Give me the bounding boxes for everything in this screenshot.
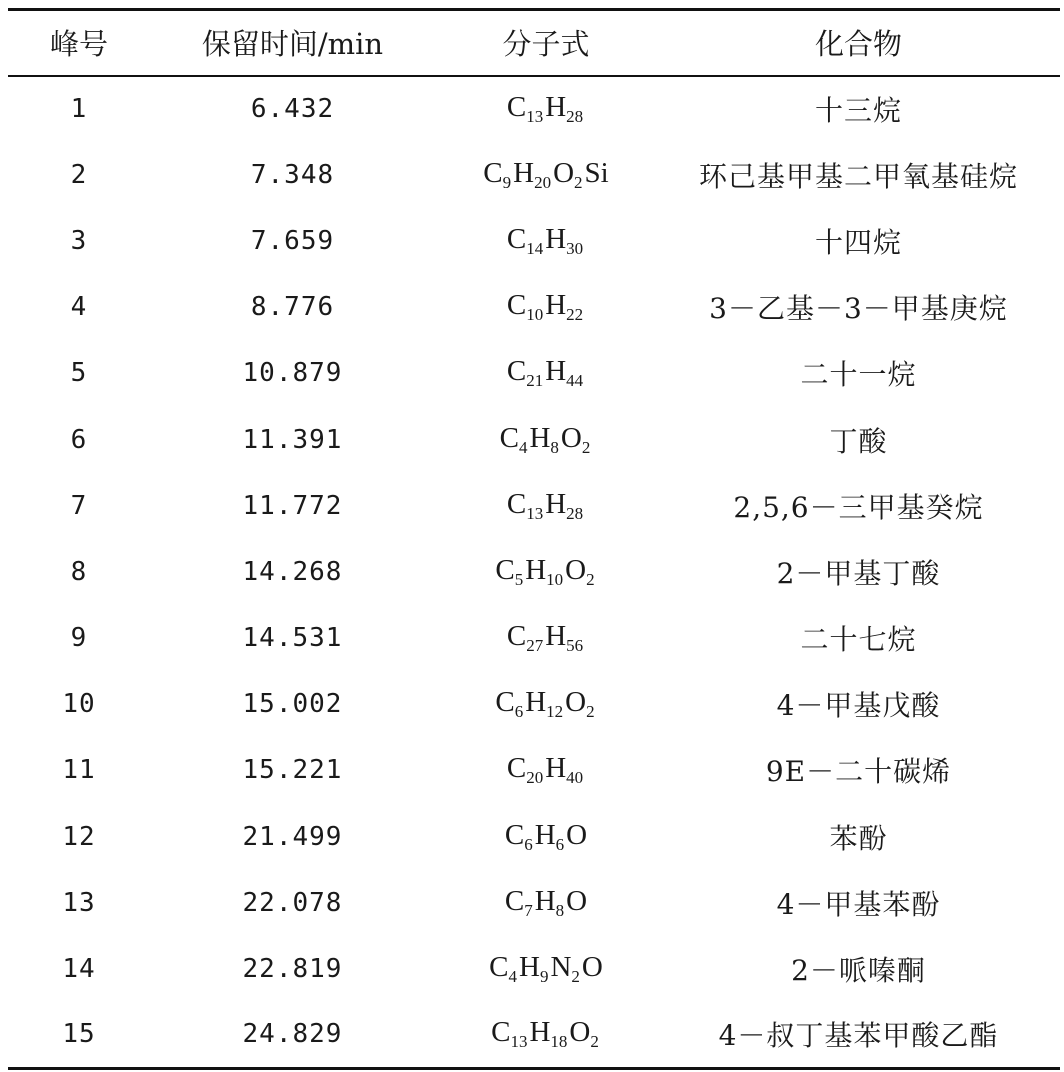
cell-formula [435, 406, 657, 472]
table-row [8, 142, 1060, 208]
cell-peak: 14 [62, 954, 96, 985]
formula-subscript: 7 [524, 900, 533, 920]
cell-retention-time: 22.819 [242, 954, 343, 985]
formula-subscript: 2 [586, 569, 595, 589]
cell-formula [435, 671, 657, 737]
formula-subscript: 13 [526, 107, 544, 127]
cell-peak: 5 [70, 358, 88, 389]
formula-element: H [545, 620, 567, 653]
cell-formula [435, 208, 657, 274]
formula-element: O [560, 421, 582, 454]
formula-element: O [565, 686, 587, 719]
cell-compound: 十四烷 [814, 225, 902, 259]
cell-retention-time: 22.078 [242, 887, 343, 918]
table-row [8, 737, 1060, 803]
formula-element: H [525, 686, 547, 719]
formula-subscript: 20 [534, 172, 552, 192]
formula-subscript: 10 [526, 305, 544, 325]
header-formula: 分子式 [435, 10, 657, 76]
cell-peak: 15 [8, 1002, 150, 1068]
formula-element: C [499, 421, 519, 454]
cell-retention-time: 14.531 [242, 623, 343, 654]
formula-subscript: 22 [566, 305, 584, 325]
cell-peak: 10 [62, 689, 96, 720]
cell-formula [435, 473, 657, 539]
formula-element: H [534, 818, 556, 851]
cell-peak: 6 [70, 424, 88, 455]
formula-subscript: 4 [518, 437, 528, 457]
cell-formula [435, 340, 657, 406]
header-row [8, 10, 1060, 76]
cell-formula [435, 142, 657, 208]
formula-element: C [491, 1016, 511, 1049]
table-row [8, 473, 1060, 539]
formula-subscript: 10 [546, 569, 564, 589]
cell-formula [435, 605, 657, 671]
cell-compound: 环己基甲基二甲氧基硅烷 [698, 159, 1018, 193]
formula-subscript: 9 [502, 172, 512, 192]
formula-element: H [545, 355, 567, 388]
formula-element: C [504, 818, 525, 851]
formula-element: H [513, 156, 535, 189]
formula-element: O [553, 156, 575, 189]
cell-retention-time: 15.221 [242, 755, 343, 786]
formula-element: H [525, 553, 547, 586]
cell-compound: 9E－二十碳烯 [765, 755, 952, 789]
formula-subscript: 6 [555, 834, 565, 854]
cell-formula [435, 539, 657, 605]
formula-subscript: 4 [508, 967, 517, 987]
formula-subscript: 2 [581, 437, 591, 457]
formula-element: C [495, 553, 515, 586]
cell-peak: 3 [70, 225, 88, 256]
cell-formula [435, 274, 657, 340]
table-header [8, 10, 1060, 76]
formula-element: H [534, 884, 556, 917]
formula-element: H [545, 222, 567, 255]
table-row [8, 406, 1060, 472]
formula-subscript: 21 [526, 371, 544, 391]
formula-element: H [545, 487, 567, 520]
formula-subscript: 27 [526, 636, 544, 656]
formula-element: N [550, 951, 572, 984]
cell-compound: 苯酚 [829, 821, 888, 855]
cell-retention-time: 8.776 [250, 292, 335, 323]
formula-subscript: 5 [514, 569, 524, 589]
formula-subscript: 20 [526, 768, 544, 788]
cell-formula [435, 76, 657, 142]
formula-subscript: 6 [514, 702, 524, 722]
table-body [8, 76, 1060, 1069]
cell-compound: 2－哌嗪酮 [791, 954, 926, 988]
cell-peak: 12 [62, 821, 96, 852]
formula-subscript: 2 [590, 1032, 599, 1052]
formula-element: C [495, 686, 515, 719]
cell-retention-time: 14.268 [242, 556, 343, 587]
cell-compound: 二十七烷 [800, 623, 917, 657]
compound-table-container [8, 8, 1060, 1070]
formula-element: O [581, 951, 603, 984]
cell-peak: 9 [70, 623, 88, 654]
header-peak: 峰号 [8, 10, 150, 76]
compound-table [8, 8, 1060, 1070]
formula-element: H [545, 91, 567, 124]
formula-subscript: 13 [526, 503, 544, 523]
table-row [8, 671, 1060, 737]
formula-element: H [518, 951, 540, 984]
formula-element: C [506, 487, 527, 520]
header-retention-time: 保留时间/min [150, 10, 435, 76]
cell-retention-time: 7.659 [250, 225, 335, 256]
formula-subscript: 8 [550, 437, 559, 457]
cell-peak: 1 [70, 94, 88, 125]
cell-compound: 4－甲基苯酚 [776, 887, 941, 921]
formula-element: Si [584, 156, 609, 189]
formula-subscript: 14 [526, 238, 544, 258]
table-row [8, 804, 1060, 870]
formula-subscript: 13 [510, 1032, 528, 1052]
formula-subscript: 2 [574, 172, 583, 192]
formula-subscript: 56 [566, 636, 584, 656]
formula-element: C [483, 156, 503, 189]
formula-element: C [506, 620, 527, 653]
formula-element: O [565, 553, 587, 586]
formula-element: C [489, 951, 509, 984]
cell-compound: 十三烷 [814, 94, 902, 128]
table-row [8, 936, 1060, 1002]
formula-subscript: 28 [566, 503, 584, 523]
cell-formula [435, 870, 657, 936]
formula-element: H [529, 1016, 551, 1049]
formula-subscript: 2 [586, 702, 595, 722]
cell-retention-time: 15.002 [242, 689, 343, 720]
cell-peak: 2 [70, 159, 88, 190]
table-row [8, 208, 1060, 274]
formula-subscript: 44 [566, 371, 584, 391]
cell-retention-time: 11.391 [242, 424, 343, 455]
cell-compound: 丁酸 [829, 424, 888, 458]
cell-peak: 7 [70, 490, 88, 521]
cell-formula [435, 737, 657, 803]
cell-retention-time: 21.499 [242, 821, 343, 852]
formula-subscript: 28 [566, 107, 584, 127]
formula-subscript: 2 [571, 967, 580, 987]
formula-subscript: 18 [550, 1032, 568, 1052]
formula-element: C [506, 355, 527, 388]
formula-element: C [506, 752, 527, 785]
formula-subscript: 8 [555, 900, 565, 920]
cell-peak: 13 [62, 887, 96, 918]
cell-retention-time: 11.772 [242, 490, 343, 521]
cell-peak: 8 [70, 556, 88, 587]
cell-retention-time: 7.348 [250, 159, 335, 190]
table-row [8, 340, 1060, 406]
cell-peak: 4 [70, 292, 88, 323]
header-compound: 化合物 [657, 10, 1060, 76]
table-row [8, 539, 1060, 605]
table-row [8, 274, 1060, 340]
formula-element: H [545, 752, 567, 785]
formula-subscript: 12 [546, 702, 564, 722]
table-row [8, 1002, 1060, 1068]
cell-retention-time: 10.879 [242, 358, 343, 389]
formula-element: C [504, 884, 525, 917]
formula-element: C [506, 222, 527, 255]
formula-element: O [566, 884, 588, 917]
formula-subscript: 30 [566, 238, 584, 258]
table-row [8, 870, 1060, 936]
table-row [8, 76, 1060, 142]
cell-formula [435, 936, 657, 1002]
formula-subscript: 9 [539, 967, 549, 987]
table-row [8, 605, 1060, 671]
cell-compound: 2－甲基丁酸 [776, 556, 941, 590]
cell-compound: 4－叔丁基苯甲酸乙酯 [657, 1002, 1060, 1068]
formula-element: O [566, 818, 588, 851]
formula-element: H [529, 421, 551, 454]
formula-element: C [506, 91, 527, 124]
cell-peak: 11 [62, 755, 96, 786]
cell-formula [435, 804, 657, 870]
cell-compound: 二十一烷 [800, 358, 917, 392]
cell-compound: 2,5,6－三甲基癸烷 [733, 490, 984, 524]
cell-compound: 4－甲基戊酸 [776, 689, 941, 723]
cell-retention-time: 24.829 [150, 1002, 435, 1068]
formula-element: H [545, 289, 567, 322]
cell-compound: 3－乙基－3－甲基庚烷 [709, 292, 1008, 326]
cell-formula [435, 1002, 657, 1068]
cell-retention-time: 6.432 [250, 94, 335, 125]
formula-element: C [506, 289, 527, 322]
formula-element: O [569, 1016, 591, 1049]
formula-subscript: 40 [566, 768, 584, 788]
formula-subscript: 6 [524, 834, 533, 854]
